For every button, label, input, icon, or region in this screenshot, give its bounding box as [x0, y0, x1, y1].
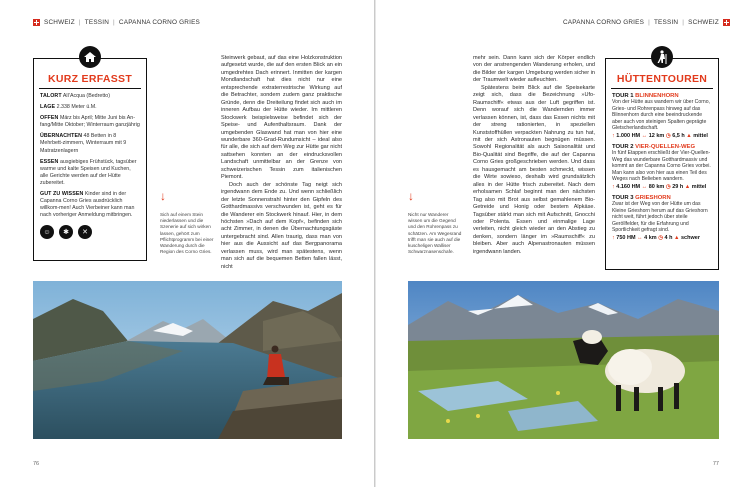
running-head-item: SCHWEIZ [44, 19, 75, 26]
body-text-column: mehr sein. Dann kann sich der Körper endlich von der anstrengenden Wanderung erholen, und die Bilder der kargen Umgebung werden sicher in der Traumwelt wieder aufleuchten. Spätestens beim Blick auf die Speisekarte zeigt sich, dass die Bezeichnung »Ufo-Raumschiff« etwas aus der Luft gegriffen ist. Denn worauf sich die Wandernden immer verlassen können, ist, dass das Essen nichts mit der streng rationierten, in speziellen Kunststoffhüllen verpackten Nahrung zu tun hat, mit der sich Astronauten begnügen müssen. Sowohl Regionalität als auch Saisonalität und Bio-Qualität sind Begriffe, die auf der Capanna Corno Gries großgeschrieben werden. Und dass es hausgemacht am besten schmeckt, wissen die Wirte sowieso, deshalb wird grundsätzlich alles in der Hütte frisch zubereitet. Nach dem erholsamen Schlaf beginnt man den nächsten Tag also mit Brot aus selbst gemahlenem Bio-Getreide und Honig oder bestem Alpkäse. Tagsüber stärkt man sich mit Aufschnitt, Gnocchi oder Polenta. Essen und einmalige Lage verleiten, nicht gleich wieder an den Abstieg zu denken, sondern länger im »Raumschiff« zu bleiben. Aber auch Alpenastronauten müssen irgendwann landen. [473, 55, 595, 255]
running-head-left: SCHWEIZ | TESSIN | CAPANNA CORNO GRIES [33, 19, 200, 26]
running-head-item: CAPANNA CORNO GRIES [562, 19, 645, 26]
box-title: HÜTTENTOUREN [616, 73, 708, 85]
sheep-photo [408, 281, 719, 439]
right-page [376, 0, 750, 487]
body-text-column: Steinwerk gebaut, auf das eine Holzkonstruktion aufgesetzt wurde, die auf den ersten Blick an ein umgedrehtes Dach erinnert. Inmitten der kargen Mondlandschaft hat dies nicht nur eine entsprechende extraterrestrische Wirkung auf die Betrachter, sondern zudem ganz praktische Gründe, denn die Dreiteilung findet sich auch im inneren Aufbau der Hütte wieder. Im mittleren Stockwerk beispielsweise befindet sich der Speise- und Aufenthaltsraum. Dank der umgebenden Glaswand hat man von hier eine wunderbare 360-Grad-Rundumsicht – ideal also für alle, die sich auf dem Weg zur Hütte gar nicht sattsehen konnten an der eindrucksvollen Landschaft unmittelbar an der Grenze von schweizerischen Tessin zum italienischen Piemont. Doch auch der schönste Tag neigt sich irgendwann dem Ende zu. Und wenn schließlich der letzte Sonnenstrahl hinter den Gipfeln des Gotthardmassivs verschwunden ist, geht es für die Wanderer ein Stockwerk hinauf. Hier, in dem höchsten »Dach auf dem Kopf«, befinden sich acht Zimmer, in denen die Übernachtungsgäste untergebracht sind. Allen traurig, dass man von hier aus die Aussicht auf das Bergpanorama verlassen muss, wird man spätestens, wenn man sich auf die bequemen Betten fallen lässt, nicht [221, 55, 342, 269]
photo-caption: Nicht nur Wanderer wissen um die Gegend und den Rohrenpass zu schätzen. Am Wegesrand trifft man sie auch auf die kuscheligen Walliser Schwarznasenschafe. [408, 212, 462, 255]
running-head-item: CAPANNA CORNO GRIES [118, 19, 201, 26]
info-gut-zu-wissen: GUT ZU WISSEN Kinder sind in der Capanna Corno Gries ausdrücklich willkom-men! Auch Vierbeiner kann man nach vorheriger Anmeldung mitbringen. [40, 191, 135, 219]
swiss-flag-icon [33, 19, 40, 26]
left-page [0, 0, 374, 487]
tour-item: TOUR 1 BLINNENHORN Von der Hütte aus wandern wir über Corno, Gries- und Rohrenpass hinweg auf das Blinnenhorn durch eine beeindruckende aber auch von steinigen Spalten geprägte Gletscherlandschaft. ↑ 1.000 HM ↔ 12 km ◷ 6,5 h ▲ mittel [612, 93, 710, 139]
caption-arrow-icon: ↓ [408, 189, 414, 203]
page-number-right: 77 [712, 461, 719, 467]
running-head-right: CAPANNA CORNO GRIES | TESSIN | SCHWEIZ [563, 19, 730, 26]
info-uebernachten: ÜBERNACHTEN 48 Betten in 8 Mehrbett-zimmern, Winterraum mit 9 Matratzenlagern [40, 133, 127, 154]
cutlery-icon: ✕ [78, 225, 92, 239]
tour-item: TOUR 3 GRIESHORN Zwar ist der Weg von der Hütte um das Kleine Grieshorn herum auf das Grieshorn nicht weit, führt jedoch über steile Geröllfelder, für die Erfahrung und Sportlichkeit gefragt sind. ↑ 750 HM ↔ 4 km ◷ 4 h ▲ schwer [612, 194, 708, 241]
huettentouren-box [605, 58, 719, 270]
info-talort: TALORT All’Acqua (Bedretto) [40, 93, 110, 99]
photo-caption: Sich auf einem Stein niederlassen und die Szenerie auf sich wirken lassen, gehört zum Pflichtprogramm bei einer Wanderung durch die Region des Corno Gries. [160, 212, 214, 255]
caption-arrow-icon: ↓ [160, 189, 166, 203]
running-head-item: TESSIN [84, 19, 110, 26]
amenity-icons [34, 223, 146, 241]
box-title: KURZ ERFASST [47, 73, 133, 85]
info-essen: ESSEN ausgiebiges Frühstück, tagsüber warme und kalte Speisen und Kuchen, alle Gerichte werden auf der Hütte zubereitet. [40, 158, 137, 186]
child-icon: ☺ [40, 225, 54, 239]
lake-photo [33, 281, 342, 439]
dog-icon: ✱ [59, 225, 73, 239]
page-number-left: 76 [33, 461, 40, 467]
info-offen: OFFEN März bis April; Mitte Juni bis An-fang/Mitte Oktober; Winterraum ganzjährig [40, 115, 140, 129]
running-head-item: SCHWEIZ [688, 19, 719, 26]
kurz-erfasst-box [33, 58, 147, 261]
running-head-item: TESSIN [653, 19, 679, 26]
hut-icon [79, 46, 101, 68]
swiss-flag-icon [723, 19, 730, 26]
info-lage: LAGE 2.338 Meter ü.M. [40, 104, 97, 111]
tour-item: TOUR 2 VIER-QUELLEN-WEG In fünf Etappen erschließt der Vier-Quellen-Weg das wunderbare Gotthardmassiv und kommt an der Capanna Corno Gries vorbei. Man kann also von hier aus einen Teil des Weges nach Belieben wandern. ↑ 4.160 HM ↔ 80 km ◷ 29 h ▲ mittel [612, 143, 711, 190]
hiker-icon [651, 46, 673, 68]
